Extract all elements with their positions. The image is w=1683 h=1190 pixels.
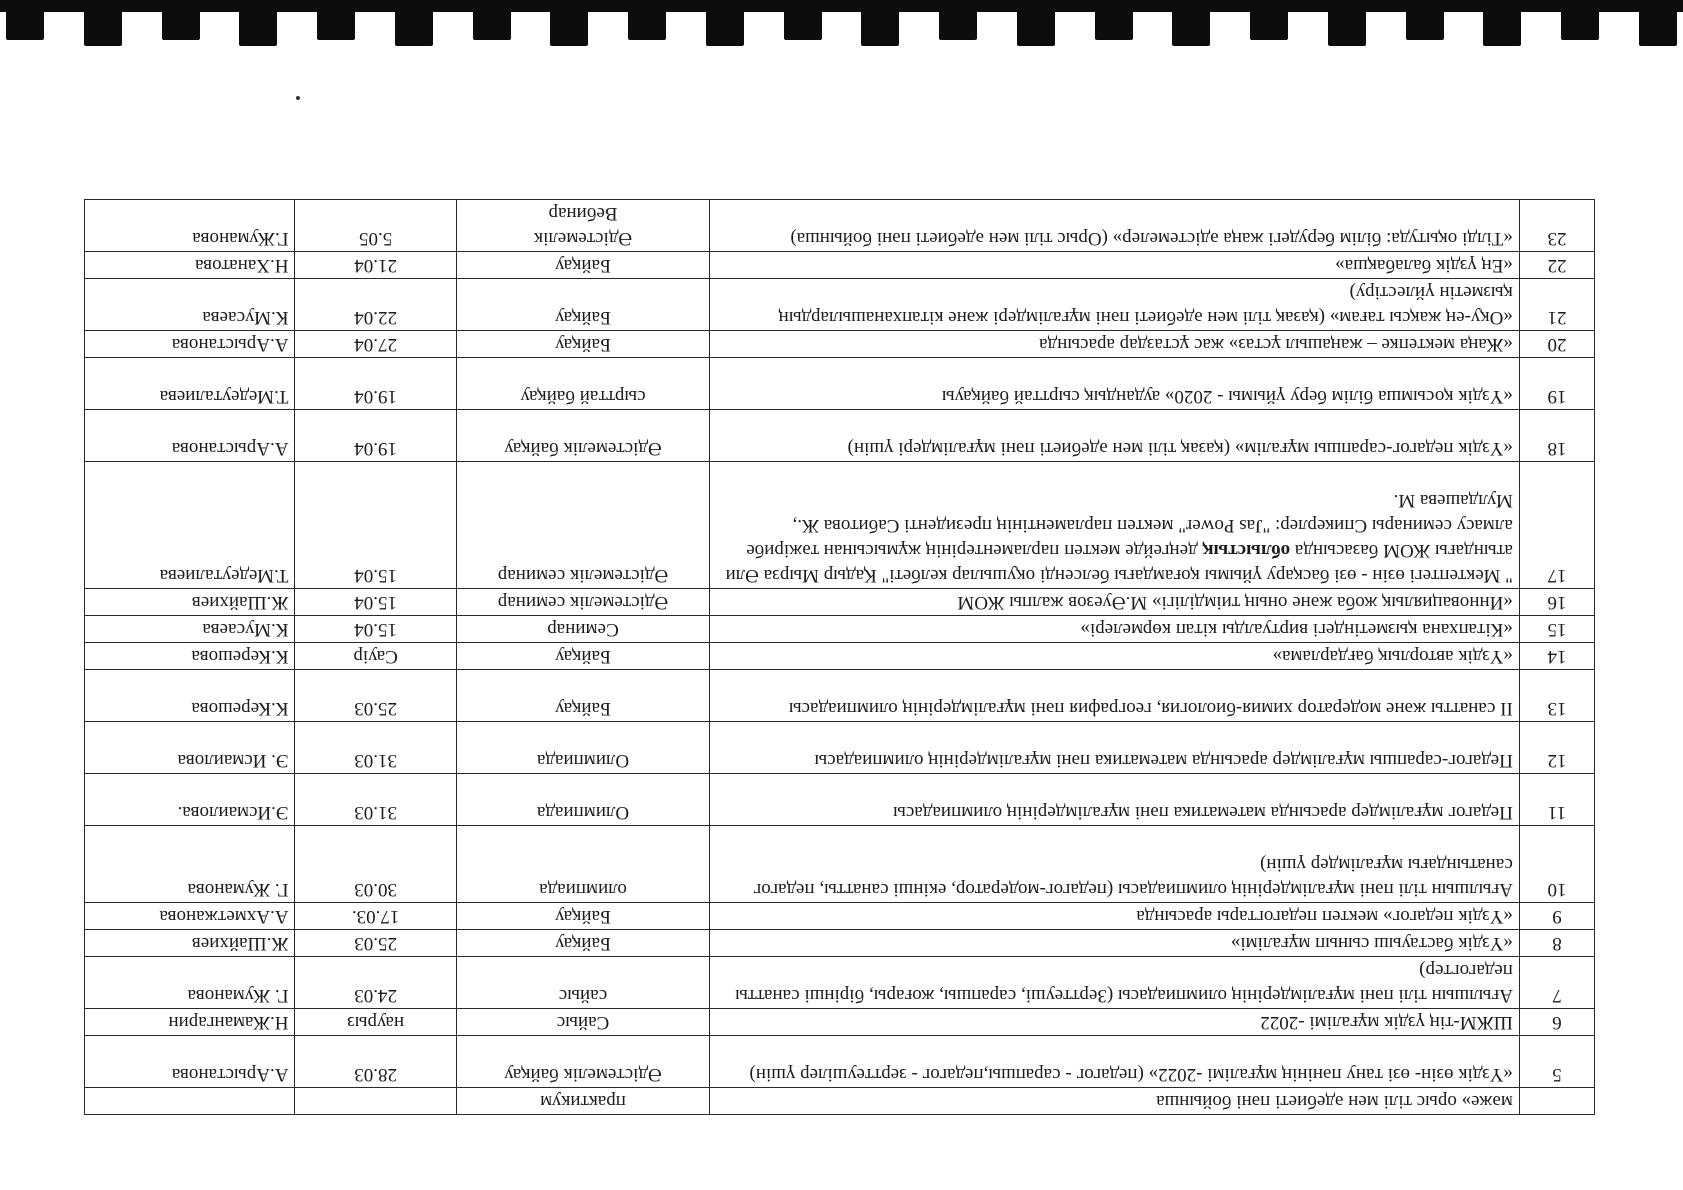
- cell-num: 11: [1519, 774, 1594, 826]
- type-line-2: Вебинар: [548, 203, 618, 224]
- table-row: [85, 589, 1595, 616]
- cell-responsible: А.Арыстанова: [85, 1036, 295, 1088]
- cell-date: 27.04: [295, 331, 456, 358]
- table-row: [85, 670, 1595, 722]
- cell-type: Әдістемелік байқау: [456, 1036, 710, 1088]
- cell-name: «Үздік бастауыш сынып мұғалімі»: [710, 930, 1520, 957]
- cell-name: [710, 462, 1520, 589]
- cell-name: «Оқу-ең жақсы тағам» (қазақ тілі мен әдебиеті пәні мұғалімдері және кітапханашылардың қызметін үйлестіру): [710, 279, 1520, 331]
- cell-type: Олимпиада: [456, 774, 710, 826]
- cell-num: 16: [1519, 589, 1594, 616]
- cell-num: 6: [1519, 1009, 1594, 1036]
- cell-responsible: Ж.Шайхиев: [85, 589, 295, 616]
- cell-date: 31.03: [295, 774, 456, 826]
- cell-num: [1519, 1088, 1594, 1115]
- table-row: [85, 616, 1595, 643]
- cell-num: 23: [1519, 200, 1594, 252]
- cell-date: 5.05: [295, 200, 456, 252]
- cell-name-text: [716, 488, 1513, 588]
- cell-date: 19.04: [295, 358, 456, 410]
- cell-responsible: Н.Жамангарин: [85, 1009, 295, 1036]
- name-bold: облыстық: [1202, 540, 1291, 561]
- table-row: [85, 826, 1595, 903]
- name-pre: " Мектептегі өзін - өзі басқару үйымы қоғамдағы белсенді оқушылар келбеті" Қадыр Мырза Әли атындағы ЖОМ базасында: [725, 540, 1513, 586]
- table-row: [85, 1009, 1595, 1036]
- cell-date: 25.03: [295, 930, 456, 957]
- cell-responsible: [85, 1088, 295, 1115]
- cell-date: 25.03: [295, 670, 456, 722]
- cell-name: мәже» орыс тілі мен әдебиеті пәні бойынша: [710, 1088, 1520, 1115]
- table-row: [85, 643, 1595, 670]
- cell-num: 13: [1519, 670, 1594, 722]
- cell-num: 21: [1519, 279, 1594, 331]
- cell-type: сайыс: [456, 957, 710, 1009]
- cell-name: «Үздік қосымша білім беру үйымы - 2020» аудандық сырттай байқауы: [710, 358, 1520, 410]
- cell-type: Сайыс: [456, 1009, 710, 1036]
- cell-responsible: Ж.Шайхиев: [85, 930, 295, 957]
- table-row: [85, 358, 1595, 410]
- cell-date: [295, 1088, 456, 1115]
- cell-type: сырттай байқау: [456, 358, 710, 410]
- cell-type: Байқау: [456, 930, 710, 957]
- cell-responsible: А.Ахметжанова: [85, 903, 295, 930]
- cell-date: Сауір: [295, 643, 456, 670]
- cell-responsible: Г. Жуманова: [85, 826, 295, 903]
- events-table: [84, 199, 1595, 1115]
- table-row: [85, 1088, 1595, 1115]
- cell-name: «Инновациялық жоба және оның тиімділігі» М.Әуезов жалпы ЖОМ: [710, 589, 1520, 616]
- cell-num: 19: [1519, 358, 1594, 410]
- cell-num: 14: [1519, 643, 1594, 670]
- cell-type: Байқау: [456, 670, 710, 722]
- table-row: [85, 1036, 1595, 1088]
- cell-type: Әдістемелік байқау: [456, 410, 710, 462]
- cell-type: Байқау: [456, 252, 710, 279]
- cell-name: «Үздік авторлық бағдарлама»: [710, 643, 1520, 670]
- cell-date: 31.03: [295, 722, 456, 774]
- cell-responsible: Т.Медеуталиева: [85, 462, 295, 589]
- cell-name: Ағылшын тілі пәні мұғалімдерінің олимпиадасы (педагог-модератор, екінші санатты, педагог санатындағы мұғалімдер үшін): [710, 826, 1520, 903]
- cell-name: «Кітапхана қызметіндегі виртуалды кітап көрмелері»: [710, 616, 1520, 643]
- cell-type: Байқау: [456, 903, 710, 930]
- cell-num: 20: [1519, 331, 1594, 358]
- cell-name: Ағылшын тілі пәні мұғалімдерінің олимпиадасы (Зерттеуші, сарапшы, жоғары, бірінші санатты педагогтер): [710, 957, 1520, 1009]
- table-row: [85, 279, 1595, 331]
- cell-date: 17.03.: [295, 903, 456, 930]
- table-row: [85, 930, 1595, 957]
- cell-num: 5: [1519, 1036, 1594, 1088]
- cell-type: Байқау: [456, 279, 710, 331]
- cell-name: «Үздік өзін- өзі тану пәнінің мұғалімі -2022» (педагог - сарапшы,педагог - зерттеушілер үшін): [710, 1036, 1520, 1088]
- cell-responsible: К.Керешова: [85, 670, 295, 722]
- cell-num: 12: [1519, 722, 1594, 774]
- cell-responsible: К.Мусаева: [85, 279, 295, 331]
- cell-responsible: Э.Исмаилова.: [85, 774, 295, 826]
- cell-date: 21.04: [295, 252, 456, 279]
- table-row: [85, 903, 1595, 930]
- cell-name: «Үздік педагог-сарапшы мұғалім» (қазақ тілі мен әдебиеті пәні мұғалімдері үшін): [710, 410, 1520, 462]
- cell-date: наурыз: [295, 1009, 456, 1036]
- cell-responsible: Н.Ханатова: [85, 252, 295, 279]
- cell-date: 30.03: [295, 826, 456, 903]
- cell-num: 7: [1519, 957, 1594, 1009]
- cell-name: Педагог-сарапшы мұғалімдер арасында математика пәні мұғалімдерінің олимпиадасы: [710, 722, 1520, 774]
- cell-date: 15.04: [295, 616, 456, 643]
- cell-date: 22.04: [295, 279, 456, 331]
- cell-type: практикум: [456, 1088, 710, 1115]
- table-row: [85, 722, 1595, 774]
- table-row: [85, 774, 1595, 826]
- cell-responsible: А.Арыстанова: [85, 331, 295, 358]
- cell-responsible: А.Арыстанова: [85, 410, 295, 462]
- cell-responsible: Г. Жуманова: [85, 957, 295, 1009]
- cell-type: Әдістемелік семинар: [456, 462, 710, 589]
- cell-responsible: Э. Исмаилова: [85, 722, 295, 774]
- name-post: деңгейде мектеп парламентерінің жұмысынан тәжірибе алмасу семинары Спикерлер: "Jas Power" мектеп парламентінің президенті Сабитова Ж., Мулдашева М.: [746, 490, 1513, 561]
- table-row: [85, 200, 1595, 252]
- cell-name: «Үздік педагог» мектеп педагогтары арасында: [710, 903, 1520, 930]
- cell-date: 24.03: [295, 957, 456, 1009]
- cell-num: 15: [1519, 616, 1594, 643]
- cell-name: «Тілді оқытуда: білім берудегі жаңа әдістемелер» (Орыс тілі мен әдебиеті пәні бойынша): [710, 200, 1520, 252]
- cell-responsible: К.Керешова: [85, 643, 295, 670]
- cell-type: Әдістемелік семинар: [456, 589, 710, 616]
- table-row: [85, 957, 1595, 1009]
- cell-responsible: Г.Жуманова: [85, 200, 295, 252]
- cell-date: 15.04: [295, 462, 456, 589]
- cell-type: олимпиада: [456, 826, 710, 903]
- cell-num: 22: [1519, 252, 1594, 279]
- cell-responsible: Т.Медеуталиева: [85, 358, 295, 410]
- table-row: [85, 331, 1595, 358]
- cell-name: ШЖМ-тің үздік мұғалімі -2022: [710, 1009, 1520, 1036]
- cell-date: 28.03: [295, 1036, 456, 1088]
- cell-type: Олимпиада: [456, 722, 710, 774]
- cell-responsible: К.Мусаева: [85, 616, 295, 643]
- cell-num: 10: [1519, 826, 1594, 903]
- table-row: [85, 462, 1595, 589]
- cell-name: ІІ санатты және модератор химия-биология, география пәні мұғалімдерінің олимпиадасы: [710, 670, 1520, 722]
- cell-type: Байқау: [456, 331, 710, 358]
- table-row: [85, 410, 1595, 462]
- cell-name: Педагог мұғалімдер арасында математика пәні мұғалімдерінің олимпиадасы: [710, 774, 1520, 826]
- cell-name: «Жаңа мектепке – жаңашыл ұстаз» жас ұстаздар арасында: [710, 331, 1520, 358]
- cell-num: 17: [1519, 462, 1594, 589]
- cell-date: 15.04: [295, 589, 456, 616]
- type-line-1: Әдістемелік: [533, 228, 633, 249]
- cell-date: 19.04: [295, 410, 456, 462]
- cell-type: [456, 200, 710, 252]
- table-row: [85, 252, 1595, 279]
- cell-num: 9: [1519, 903, 1594, 930]
- cell-name: «Ең үздік балабақша»: [710, 252, 1520, 279]
- cell-num: 8: [1519, 930, 1594, 957]
- cell-type: Семинар: [456, 616, 710, 643]
- cell-num: 18: [1519, 410, 1594, 462]
- cell-type: Байқау: [456, 643, 710, 670]
